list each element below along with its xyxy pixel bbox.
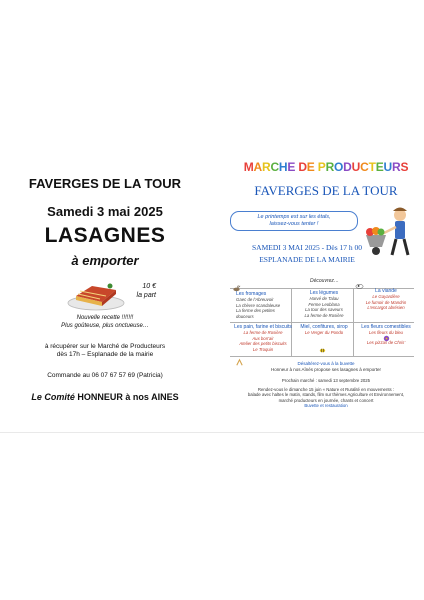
title-letter: U [383,160,392,174]
title-letter: T [368,160,376,174]
speech-bubble [230,211,358,231]
title-letter: R [325,160,335,174]
title-letter: C [270,160,279,174]
title-letter: A [253,160,262,174]
title-letter: R [392,160,401,174]
title-letter: S [400,160,409,174]
producer: La ferme de Rosière [304,312,344,318]
category-heading: Les fromages [236,291,267,297]
producer: Le Troquin [252,346,274,352]
signature-main: HONNEUR à nos AINES [77,392,179,402]
rdv-line1: Rendez-vous le dimanche 15 juin « Nature et Ruralité en mouvements : [257,387,395,392]
grid-line [230,356,414,357]
rdv-line3: marché producteurs en journée, chants et concert [278,397,374,403]
price: 10 € [142,283,156,290]
producer: Le Gayardière [372,294,400,300]
category-heading: Les pain, farine et biscuits [234,324,292,330]
producer: La ferme de Rosière [243,330,283,336]
title-letter: E [306,160,315,174]
title-letter: O [334,160,344,174]
recipe-line2: Plus goûteuse, plus onctueuse… [61,323,149,329]
category-heading: Les légumes [309,290,339,296]
left-takeaway: à emporter [71,253,139,268]
title-letter: U [351,160,361,174]
recipe-note [40,314,170,330]
category-heading: Les fleurs comestibles [361,324,411,330]
market-date: SAMEDI 3 MAI 2025 - Dès 17 h 00 [252,243,362,252]
recipe-line1: Nouvelle recette !!!!!!! [76,315,134,321]
category-cell-flowers [358,325,414,345]
producer: Les pizzas de Chris' [366,339,406,345]
producer: Gaec de l'Abreuvoir [236,297,274,303]
producer: Le fumoir de Mandrin [365,299,407,305]
price-unit: la part [136,292,156,299]
title-letter: D [343,160,352,174]
scan-edge [0,432,424,433]
category-cell-bread [234,325,292,352]
title-letter: C [360,160,369,174]
lasagna-plate-icon [66,274,126,312]
title-letter: D [298,160,307,174]
title-letter: R [261,160,271,174]
title-letter: E [375,160,384,174]
market-title [236,160,416,174]
left-date: Samedi 3 mai 2025 [47,204,163,219]
signature [0,392,210,402]
category-cell-honey [296,325,352,336]
grid-line [230,322,414,323]
producer: La chèvre scandaleuse [236,302,281,308]
category-heading: La viande [375,288,397,294]
producer: Harvé de Talau [309,296,339,302]
pickup-line2: dès 17h – Esplanade de la mairie [56,351,154,358]
category-heading: Miel, confitures, sirop [300,324,348,330]
producer: La tour des saveurs [305,307,343,313]
title-letter: M [243,160,254,174]
bee-icon [318,346,327,355]
rdv-line2: balade avec haltes le matin, stands, film sur thèmes Agriculture et Environnement, [247,392,405,398]
category-cell-cheese [236,292,290,319]
title-letter: H [278,160,288,174]
order-phone: Commande au 06 07 67 57 69 (Patricia) [47,372,163,379]
producer: Ferme Leoblana [308,301,340,307]
title-letter: E [287,160,296,174]
rdv-note [244,387,408,408]
producer: Atelier des petits biscuits [239,341,287,347]
grid-line [353,288,354,356]
producer: Le Verger du Pondo [304,330,344,336]
market-place: ESPLANADE DE LA MAIRIE [259,255,355,264]
buvette-line2: Honneur à nos Aînés propose ses lasagnes à emporter [270,366,382,372]
category-cell-vegetables [296,291,352,318]
market-subtitle: FAVERGES DE LA TOUR [254,183,398,198]
producer: Aux bon'air [252,335,274,341]
producer: Les fleurs du bleu [369,330,403,336]
left-dish: LASAGNES [44,224,166,247]
price-block [128,282,156,300]
rdv-line4: Buvette et restauration [304,402,348,408]
category-cell-meat [358,289,414,311]
buvette-line1: Désaltérez-vous à la buvette [297,361,355,366]
next-market: Prochain marché : samedi 13 septembre 2025 [281,378,371,383]
title-letter: P [317,160,326,174]
pickup-line1: à récupérer sur le Marché de Producteurs [44,343,166,350]
buvette-note [240,361,412,372]
discover-label: Découvrez… [310,278,339,284]
producer: L'escargot abrésien [367,305,405,311]
bubble-line1: Le printemps est sur les étals, [257,214,331,220]
pickup-note [30,343,180,359]
producer: La ferme des petites douceurs [236,308,275,319]
left-title: FAVERGES DE LA TOUR [28,176,182,191]
signature-prefix: Le Comité [31,392,75,402]
bubble-line2: laissez-vous tenter ! [269,221,319,227]
